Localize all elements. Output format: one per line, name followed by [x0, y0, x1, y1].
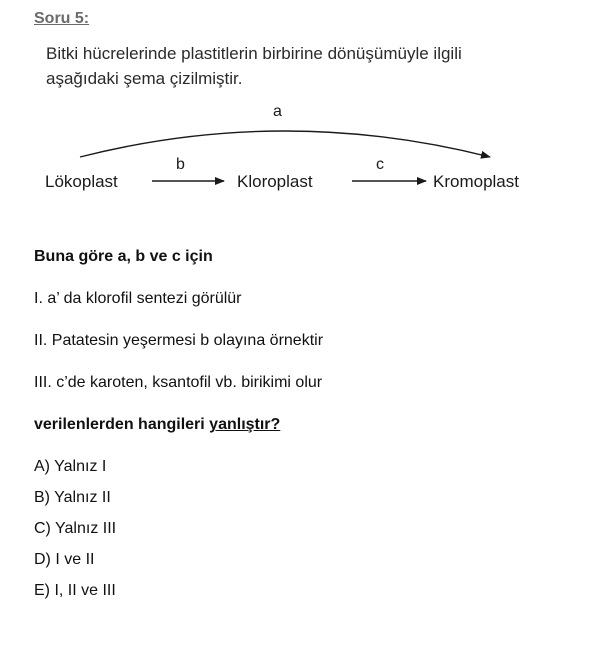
option-d[interactable]: D) I ve II — [34, 551, 95, 568]
statement-3: III. c’de karoten, ksantofil vb. birikimi olur — [34, 374, 323, 391]
question-intro — [46, 41, 566, 91]
node-kromoplast: Kromoplast — [433, 172, 519, 191]
intro-line-2: aşağıdaki şema çizilmiştir. — [46, 69, 243, 88]
node-lokoplast: Lökoplast — [45, 172, 118, 191]
option-c[interactable]: C) Yalnız III — [34, 520, 117, 537]
prompt-text: Buna göre a, b ve c için — [34, 248, 213, 265]
node-kloroplast: Kloroplast — [237, 172, 313, 191]
ask-emphasis: yanlıştır? — [209, 416, 281, 433]
intro-line-1: Bitki hücrelerinde plastitlerin birbirine dönüşümüyle ilgili — [46, 44, 462, 63]
label-a: a — [273, 103, 282, 120]
ask-prefix: verilenlerden hangileri — [34, 416, 210, 433]
question-title: Soru 5: — [34, 10, 90, 27]
statement-2: II. Patatesin yeşermesi b olayına örnektir — [34, 332, 324, 349]
label-c: c — [376, 156, 384, 173]
plastid-diagram — [0, 100, 604, 210]
ask-text — [34, 416, 280, 434]
option-e[interactable]: E) I, II ve III — [34, 582, 116, 599]
option-b[interactable]: B) Yalnız II — [34, 489, 111, 506]
arrow-a — [80, 131, 490, 157]
option-a[interactable]: A) Yalnız I — [34, 458, 107, 475]
label-b: b — [176, 156, 185, 173]
statement-1: I. a’ da klorofil sentezi görülür — [34, 290, 242, 307]
